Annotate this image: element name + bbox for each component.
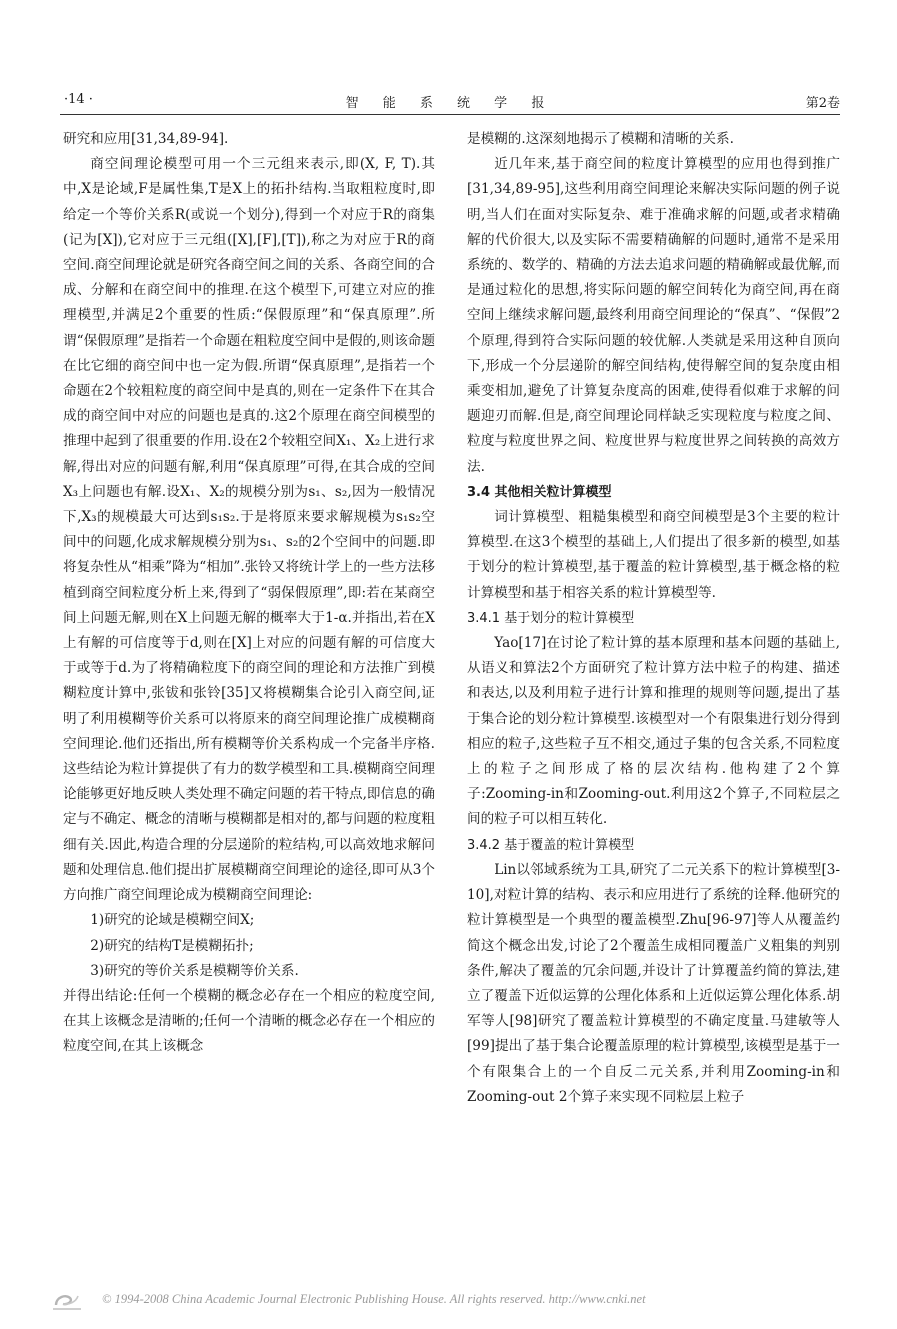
page-number: ·14 · (64, 92, 93, 107)
paragraph: 商空间理论模型可用一个三元组来表示,即(X, F, T).其中,X是论域,F是属性集,T是X上的拓扑结构.当取粗粒度时,即给定一个等价关系R(或说一个划分),得到一个对应于R的商集(记为[X]),它对应于三元组([X],[F],[T]),称之为对应于R的商空间.商空间理论就是研究各商空间之间的关系、各商空间的合成、分解和在商空间中的推理.在这个模型下,可建立对应的推理模型,并满足2个重要的性质:“保假原理”和“保真原理”.所谓“保假原理”是指若一个命题在粗粒度空间中是假的,则该命题在比它细的商空间中也一定为假.所谓“保真原理”,是指若一个命题在2个较粗粒度的商空间中是真的,则在一定条件下在其合成的商空间中对应的问题也是真的.这2个原理在商空间模型的推理中起到了很重要的作用.设在2个较粗空间X₁、X₂上进行求解,得出对应的问题有解,利用“保真原理”可得,在其合成的空间X₃上问题也有解.设X₁、X₂的规模分别为s₁、s₂,因为一般情况下,X₃的规模最大可达到s₁s₂.于是将原来要求解规模为s₁s₂空间中的问题,化成求解规模分别为s₁、s₂的2个空间中的问题.即将复杂性从“相乘”降为“相加”.张铃又将统计学上的一些方法移植到商空间粒度分析上来,得到了“弱保假原理”,即:若在某商空间上问题无解,则在X上问题无解的概率大于1-α.并指出,若在X上有解的可信度等于d,则在[X]上对应的问题有解的可信度大于或等于d.为了将精确粒度下的商空间的理论和方法推广到模糊粒度计算中,张钹和张铃[35]又将模糊集合论引入商空间,证明了利用模糊等价关系可以将原来的商空间理论推广成模糊商空间理论.他们还指出,所有模糊等价关系构成一个完备半序格.这些结论为粒计算提供了有力的数学模型和工具.模糊商空间理论能够更好地反映人类处理不确定问题的若干特点,即信息的确定与不确定、概念的清晰与模糊都是相对的,都与问题的粒度粗细有关.因此,构造合理的分层递阶的粒结构,可以高效地求解问题和处理信息.他们提出扩展模糊商空间理论的途径,即可从3个方向推广商空间理论成为模糊商空间理论: (63, 156, 435, 904)
running-header (60, 92, 840, 112)
paragraph: Lin以邻域系统为工具,研究了二元关系下的粒计算模型[3-10],对粒计算的结构、表示和应用进行了系统的诠释.他研究的粒计算模型是一个典型的覆盖模型.Zhu[96-97]等人从覆盖约简这个概念出发,讨论了2个覆盖生成相同覆盖广义粗集的判别条件,解决了覆盖的冗余问题,并设计了计算覆盖约简的算法,建立了覆盖下近似运算的公理化体系和上近似运算公理化体系.胡军等人[98]研究了覆盖粒计算模型的不确定度量.马建敏等人[99]提出了基于集合论覆盖原理的粒计算模型,该模型是基于一个有限集合上的一个自反二元关系,并利用Zooming-in和Zooming-out 2个算子来实现不同粒层上粒子 (467, 861, 840, 1105)
list-item: 2)研究的结构T是模糊拓扑; (90, 937, 254, 954)
subsection-heading: 3.4.2 基于覆盖的粒计算模型 (467, 837, 635, 853)
right-column (467, 127, 840, 1110)
journal-title: 智 能 系 统 学 报 (345, 96, 555, 111)
footer (50, 1290, 850, 1314)
paragraph: 近几年来,基于商空间的粒度计算模型的应用也得到推广[31,34,89-95],这些利用商空间理论来解决实际问题的例子说明,当人们在面对实际复杂、难于准确求解的问题,或者求精确解的代价很大,以及实际不需要精确解的问题时,通常不是采用系统的、数学的、精确的方法去追求问题的精确解或最优解,而是通过粒化的思想,将实际问题的解空间转化为商空间,再在商空间上继续求解问题,最终利用商空间理论的“保真”、“保假”2个原理,得到符合实际问题的较优解.人类就是采用这种自顶向下,形成一个分层递阶的解空间结构,使得解空间的复杂度由相乘变相加,避免了计算复杂度高的困难,使得看似难于求解的问题迎刃而解.但是,商空间理论同样缺乏实现粒度与粒度之间、粒度与粒度世界之间、粒度世界与粒度世界之间转换的高效方法. (467, 156, 840, 475)
volume-label: 第2卷 (805, 96, 840, 111)
list-item: 3)研究的等价关系是模糊等价关系. (90, 962, 299, 979)
paragraph: 并得出结论:任何一个模糊的概念必存在一个相应的粒度空间,在其上该概念是清晰的;任何一个清晰的概念必存在一个相应的粒度空间,在其上该概念 (63, 987, 435, 1055)
section-heading: 3.4 其他相关粒计算模型 (467, 484, 612, 500)
subsection-heading: 3.4.1 基于划分的粒计算模型 (467, 610, 635, 626)
paragraph: 是模糊的.这深刻地揭示了模糊和清晰的关系. (467, 131, 734, 147)
paragraph: Yao[17]在讨论了粒计算的基本原理和基本问题的基础上,从语义和算法2个方面研究了粒计算方法中粒子的构建、描述和表达,以及利用粒子进行计算和推理的规则等问题,提出了基于集合论的划分粒计算模型.该模型对一个有限集进行划分得到相应的粒子,这些粒子互不相交,通过子集的包含关系,不同粒度上的粒子之间形成了格的层次结构.他构建了2个算子:Zooming-in和Zooming-out.利用这2个算子,不同粒层之间的粒子可以相互转化. (467, 635, 840, 828)
left-column (63, 127, 435, 1060)
copyright-notice: © 1994-2008 China Academic Journal Electronic Publishing House. All rights reserved. http://www.cnki.net (102, 1292, 646, 1306)
header-rule (60, 114, 840, 115)
list-item: 1)研究的论域是模糊空间X; (90, 912, 255, 929)
paragraph: 词计算模型、粗糙集模型和商空间模型是3个主要的粒计算模型.在这3个模型的基础上,人们提出了很多新的模型,如基于划分的粒计算模型,基于覆盖的粒计算模型,基于概念格的粒计算模型和基于相容关系的粒计算模型等. (467, 509, 840, 601)
cnki-logo-icon (50, 1290, 84, 1312)
paragraph: 研究和应用[31,34,89-94]. (63, 131, 229, 147)
